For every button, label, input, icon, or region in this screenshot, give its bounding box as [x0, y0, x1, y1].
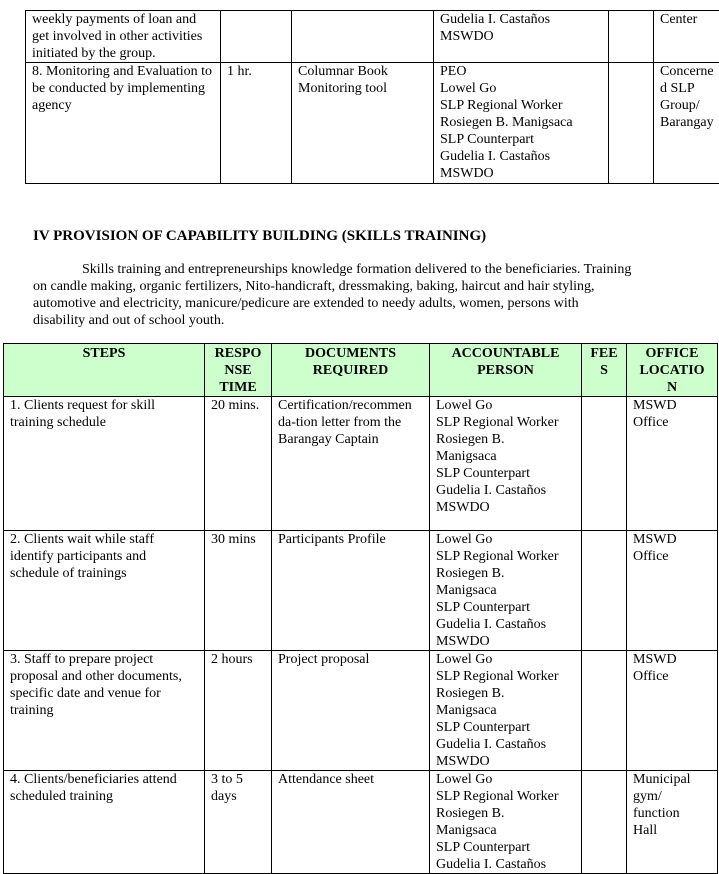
response-time-cell: 3 to 5 days — [205, 771, 272, 874]
fees-cell — [582, 771, 627, 874]
skills-training-table — [3, 343, 718, 874]
step-cell: 2. Clients wait while staff identify participants and schedule of trainings — [4, 531, 205, 651]
documents-cell: Certification/recommen da-tion letter from the Barangay Captain — [272, 397, 430, 531]
header-response-time: RESPO NSE TIME — [205, 344, 272, 397]
fees-cell — [582, 651, 627, 771]
response-time-cell: 20 mins. — [205, 397, 272, 531]
office-location-cell: Concerne d SLP Group/ Barangay — [654, 63, 719, 184]
fees-cell — [582, 531, 627, 651]
table-row — [4, 651, 718, 771]
response-time-cell — [221, 11, 292, 63]
step-cell: weekly payments of loan and get involved in other activities initiated by the group. — [26, 11, 221, 63]
step-cell: 4. Clients/beneficiaries attend scheduled training — [4, 771, 205, 874]
accountable-person-cell: Gudelia I. Castaños MSWDO — [434, 11, 609, 63]
header-office-location: OFFICE LOCATIO N — [627, 344, 718, 397]
header-steps: STEPS — [4, 344, 205, 397]
previous-section-table — [25, 10, 719, 184]
office-location-cell: MSWD Office — [627, 651, 718, 771]
header-documents-required: DOCUMENTS REQUIRED — [272, 344, 430, 397]
fees-cell — [609, 11, 654, 63]
response-time-cell: 30 mins — [205, 531, 272, 651]
table-row — [4, 531, 718, 651]
office-location-cell: MSWD Office — [627, 531, 718, 651]
office-location-cell: MSWD Office — [627, 397, 718, 531]
office-location-cell: Center — [654, 11, 719, 63]
documents-cell: Participants Profile — [272, 531, 430, 651]
step-cell: 3. Staff to prepare project proposal and other documents, specific date and venue for training — [4, 651, 205, 771]
accountable-person-cell: Lowel Go SLP Regional Worker Rosiegen B. Manigsaca SLP Counterpart Gudelia I. Castaños MSWDO — [430, 531, 582, 651]
table-row — [26, 11, 719, 63]
table-row — [26, 63, 719, 184]
step-cell: 8. Monitoring and Evaluation to be conducted by implementing agency — [26, 63, 221, 184]
accountable-person-cell: Lowel Go SLP Regional Worker Rosiegen B. Manigsaca SLP Counterpart Gudelia I. Castaños MSWDO — [430, 651, 582, 771]
response-time-cell: 1 hr. — [221, 63, 292, 184]
fees-cell — [582, 397, 627, 531]
documents-cell: Columnar Book Monitoring tool — [292, 63, 434, 184]
section-paragraph: Skills training and entrepreneurships knowledge formation delivered to the beneficiaries. Training on candle making, organic fertilizers, Nito-handicraft, dressmaking, baking, haircut and hair styling, automotive and electricity, manicure/pedicure are extended to needy adults, women, persons with disability and out of school youth. — [33, 261, 633, 329]
step-cell: 1. Clients request for skill training schedule — [4, 397, 205, 531]
documents-cell: Project proposal — [272, 651, 430, 771]
office-location-cell: Municipal gym/ function Hall — [627, 771, 718, 874]
header-accountable-person: ACCOUNTABLE PERSON — [430, 344, 582, 397]
response-time-cell: 2 hours — [205, 651, 272, 771]
table-row — [4, 771, 718, 874]
documents-cell — [292, 11, 434, 63]
accountable-person-cell: PEO Lowel Go SLP Regional Worker Rosiegen B. Manigsaca SLP Counterpart Gudelia I. Castaños MSWDO — [434, 63, 609, 184]
table-header-row — [4, 344, 718, 397]
section-heading: IV PROVISION OF CAPABILITY BUILDING (SKILLS TRAINING) — [33, 228, 486, 245]
accountable-person-cell: Lowel Go SLP Regional Worker Rosiegen B. Manigsaca SLP Counterpart Gudelia I. Castaños MSWDO — [430, 397, 582, 531]
header-fees: FEE S — [582, 344, 627, 397]
documents-cell: Attendance sheet — [272, 771, 430, 874]
accountable-person-cell: Lowel Go SLP Regional Worker Rosiegen B. Manigsaca SLP Counterpart Gudelia I. Castaños — [430, 771, 582, 874]
table-row — [4, 397, 718, 531]
fees-cell — [609, 63, 654, 184]
